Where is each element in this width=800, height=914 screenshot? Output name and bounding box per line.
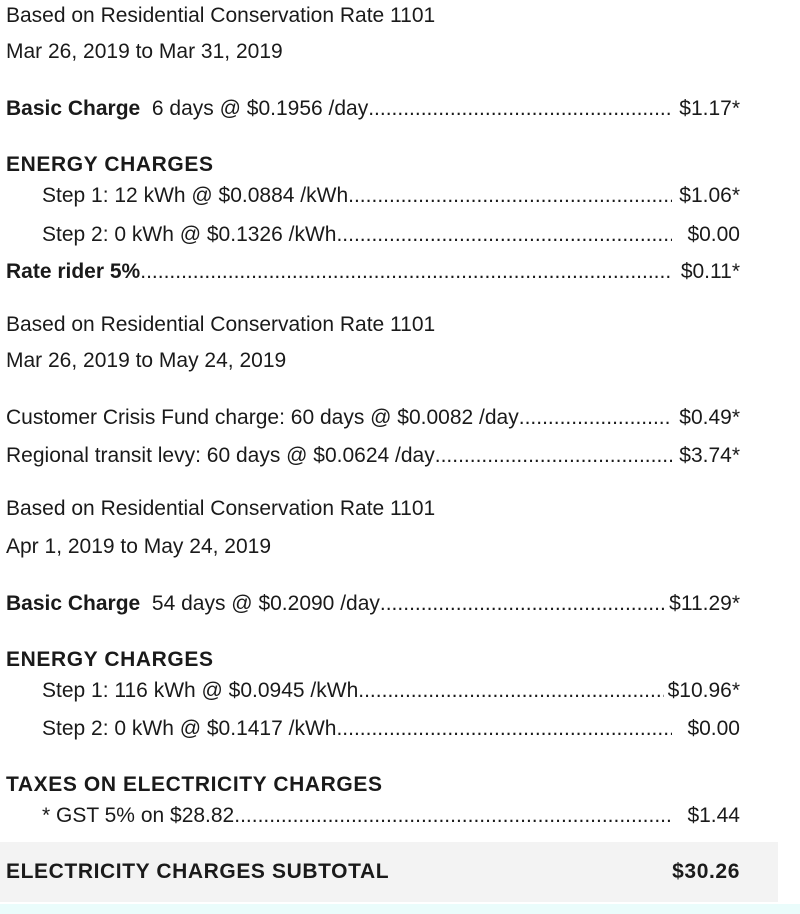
leader-dots — [380, 592, 665, 616]
step-amount: $0.00 — [687, 717, 740, 740]
step-label: Step 2: 0 kWh @ $0.1417 /kWh — [42, 717, 337, 740]
energy-step-row — [42, 184, 740, 212]
step-label: Step 1: 116 kWh @ $0.0945 /kWh — [42, 679, 359, 702]
energy-step-row — [42, 717, 740, 745]
subtotal-bar — [0, 842, 778, 902]
basic-charge-row — [6, 97, 740, 125]
step-amount: $0.00 — [687, 223, 740, 246]
billing-period: Apr 1, 2019 to May 24, 2019 — [6, 535, 272, 558]
rate-description: Based on Residential Conservation Rate 1101 — [6, 497, 436, 520]
gst-amount: $1.44 — [687, 804, 740, 827]
leader-dots — [234, 804, 672, 828]
step-label: Step 1: 12 kWh @ $0.0884 /kWh — [42, 184, 349, 207]
gst-row — [42, 804, 740, 832]
leader-dots — [519, 406, 672, 430]
leader-dots — [140, 260, 672, 284]
subtotal-amount: $30.26 — [672, 860, 740, 883]
step-amount: $1.06* — [679, 184, 740, 207]
billing-period: Mar 26, 2019 to May 24, 2019 — [6, 349, 287, 372]
energy-step-row — [42, 679, 740, 707]
energy-charges-heading: ENERGY CHARGES — [6, 153, 214, 176]
taxes-heading: TAXES ON ELECTRICITY CHARGES — [6, 773, 383, 796]
rate-rider-amount: $0.11* — [680, 260, 740, 283]
leader-dots — [368, 97, 672, 121]
billing-period: Mar 26, 2019 to Mar 31, 2019 — [6, 40, 283, 63]
rate-description: Based on Residential Conservation Rate 1101 — [6, 4, 436, 27]
basic-charge-label: Basic Charge 54 days @ $0.2090 /day — [6, 592, 380, 615]
transit-levy-row — [6, 444, 740, 472]
rate-description: Based on Residential Conservation Rate 1101 — [6, 313, 436, 336]
transit-levy-label: Regional transit levy: 60 days @ $0.0624 /day — [6, 444, 435, 467]
bottom-divider — [0, 904, 800, 914]
transit-levy-amount: $3.74* — [679, 444, 740, 467]
leader-dots — [336, 717, 672, 741]
step-amount: $10.96* — [667, 679, 740, 702]
leader-dots — [435, 444, 672, 468]
basic-charge-row — [6, 592, 740, 620]
basic-charge-amount: $1.17* — [679, 97, 740, 120]
subtotal-label: ELECTRICITY CHARGES SUBTOTAL — [6, 860, 390, 883]
gst-label: * GST 5% on $28.82 — [42, 804, 235, 827]
leader-dots — [358, 679, 663, 703]
leader-dots — [336, 223, 672, 247]
step-label: Step 2: 0 kWh @ $0.1326 /kWh — [42, 223, 337, 246]
basic-charge-label: Basic Charge 6 days @ $0.1956 /day — [6, 97, 369, 120]
crisis-fund-amount: $0.49* — [679, 406, 740, 429]
crisis-fund-row — [6, 406, 740, 434]
energy-charges-heading: ENERGY CHARGES — [6, 648, 214, 671]
rate-rider-label: Rate rider 5% — [6, 260, 141, 283]
rate-rider-row — [6, 260, 740, 288]
basic-charge-amount: $11.29* — [669, 592, 740, 615]
leader-dots — [348, 184, 672, 208]
crisis-fund-label: Customer Crisis Fund charge: 60 days @ $0.0082 /day — [6, 406, 519, 429]
energy-step-row — [42, 223, 740, 251]
